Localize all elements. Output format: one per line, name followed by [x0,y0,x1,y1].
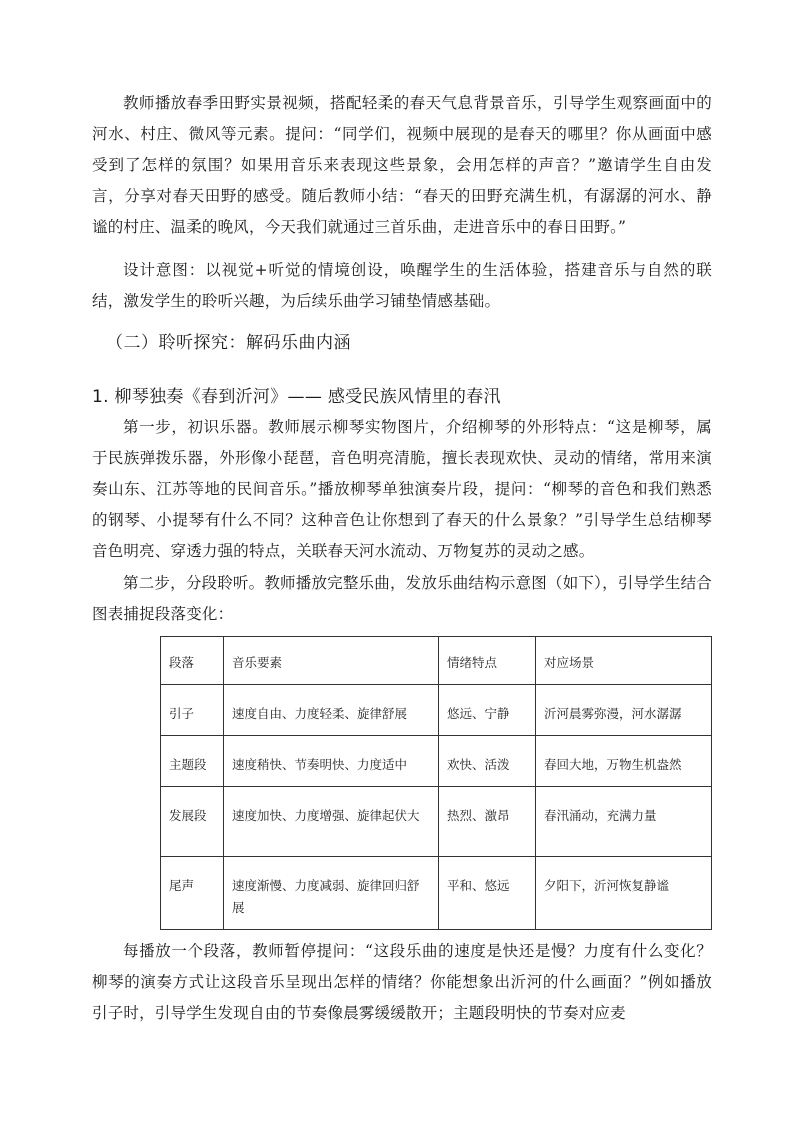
table-cell: 引子 [161,685,224,736]
table-header-cell: 段落 [161,637,224,685]
table-cell: 沂河晨雾弥漫，河水潺潺 [536,685,712,736]
table-cell: 速度自由、力度轻柔、旋律舒展 [224,685,439,736]
table-row [161,787,712,857]
subsection-heading: 1. 柳琴独奏《春到沂河》—— 感受民族风情里的春汛 [92,387,501,407]
table-cell: 发展段 [161,787,224,857]
table-cell: 悠远、宁静 [439,685,536,736]
table-cell: 平和、悠远 [439,857,536,930]
step2-paragraph: 第二步，分段聆听。教师播放完整乐曲，发放乐曲结构示意图（如下），引导学生结合图表捕捉段落变化： [92,574,712,623]
section-heading: （二）聆听探究：解码乐曲内涵 [106,333,351,353]
table-cell: 尾声 [161,857,224,930]
table-cell: 速度稍快、节奏明快、力度适中 [224,736,439,787]
intro-paragraph: 教师播放春季田野实景视频，搭配轻柔的春天气息背景音乐，引导学生观察画面中的河水、村庄、微风等元素。提问：“同学们，视频中展现的是春天的哪里？你从画面中感受到了怎样的氛围？如果用音乐来表现这些景象，会用怎样的声音？”邀请学生自由发言，分享对春天田野的感受。随后教师小结：“春天的田野充满生机，有潺潺的河水、静谧的村庄、温柔的晚风，今天我们就通过三首乐曲，走进音乐中的春日田野。” [92,94,712,236]
table-cell: 春回大地，万物生机盎然 [536,736,712,787]
table-cell: 夕阳下，沂河恢复静谧 [536,857,712,930]
table-header-cell: 对应场景 [536,637,712,685]
table-cell: 速度加快、力度增强、旋律起伏大 [224,787,439,857]
music-structure-table [160,636,712,930]
table-cell: 热烈、激昂 [439,787,536,857]
table-cell: 欢快、活泼 [439,736,536,787]
table-header-cell: 音乐要素 [224,637,439,685]
step1-paragraph: 第一步，初识乐器。教师展示柳琴实物图片，介绍柳琴的外形特点：“这是柳琴，属于民族弹拨乐器，外形像小琵琶，音色明亮清脆，擅长表现欢快、灵动的情绪，常用来演奏山东、江苏等地的民间音乐。”播放柳琴单独演奏片段，提问：“柳琴的音色和我们熟悉的钢琴、小提琴有什么不同？这种音色让你想到了春天的什么景象？”引导学生总结柳琴音色明亮、穿透力强的特点，关联春天河水流动、万物复苏的灵动之感。 [92,418,712,560]
after-table-paragraph: 每播放一个段落，教师暂停提问：“这段乐曲的速度是快还是慢？力度有什么变化？柳琴的演奏方式让这段音乐呈现出怎样的情绪？你能想象出沂河的什么画面？”例如播放引子时，引导学生发现自由的节奏像晨雾缓缓散开；主题段明快的节奏对应麦 [92,942,712,1022]
table-header-row [161,637,712,685]
table-row [161,736,712,787]
table-header-cell: 情绪特点 [439,637,536,685]
table-cell: 主题段 [161,736,224,787]
table-cell: 速度渐慢、力度减弱、旋律回归舒展 [224,857,439,930]
table-row [161,857,712,930]
table-cell: 春汛涌动，充满力量 [536,787,712,857]
design-intent-paragraph: 设计意图：以视觉+听觉的情境创设，唤醒学生的生活体验，搭建音乐与自然的联结，激发学生的聆听兴趣，为后续乐曲学习铺垫情感基础。 [92,261,712,310]
table-row [161,685,712,736]
